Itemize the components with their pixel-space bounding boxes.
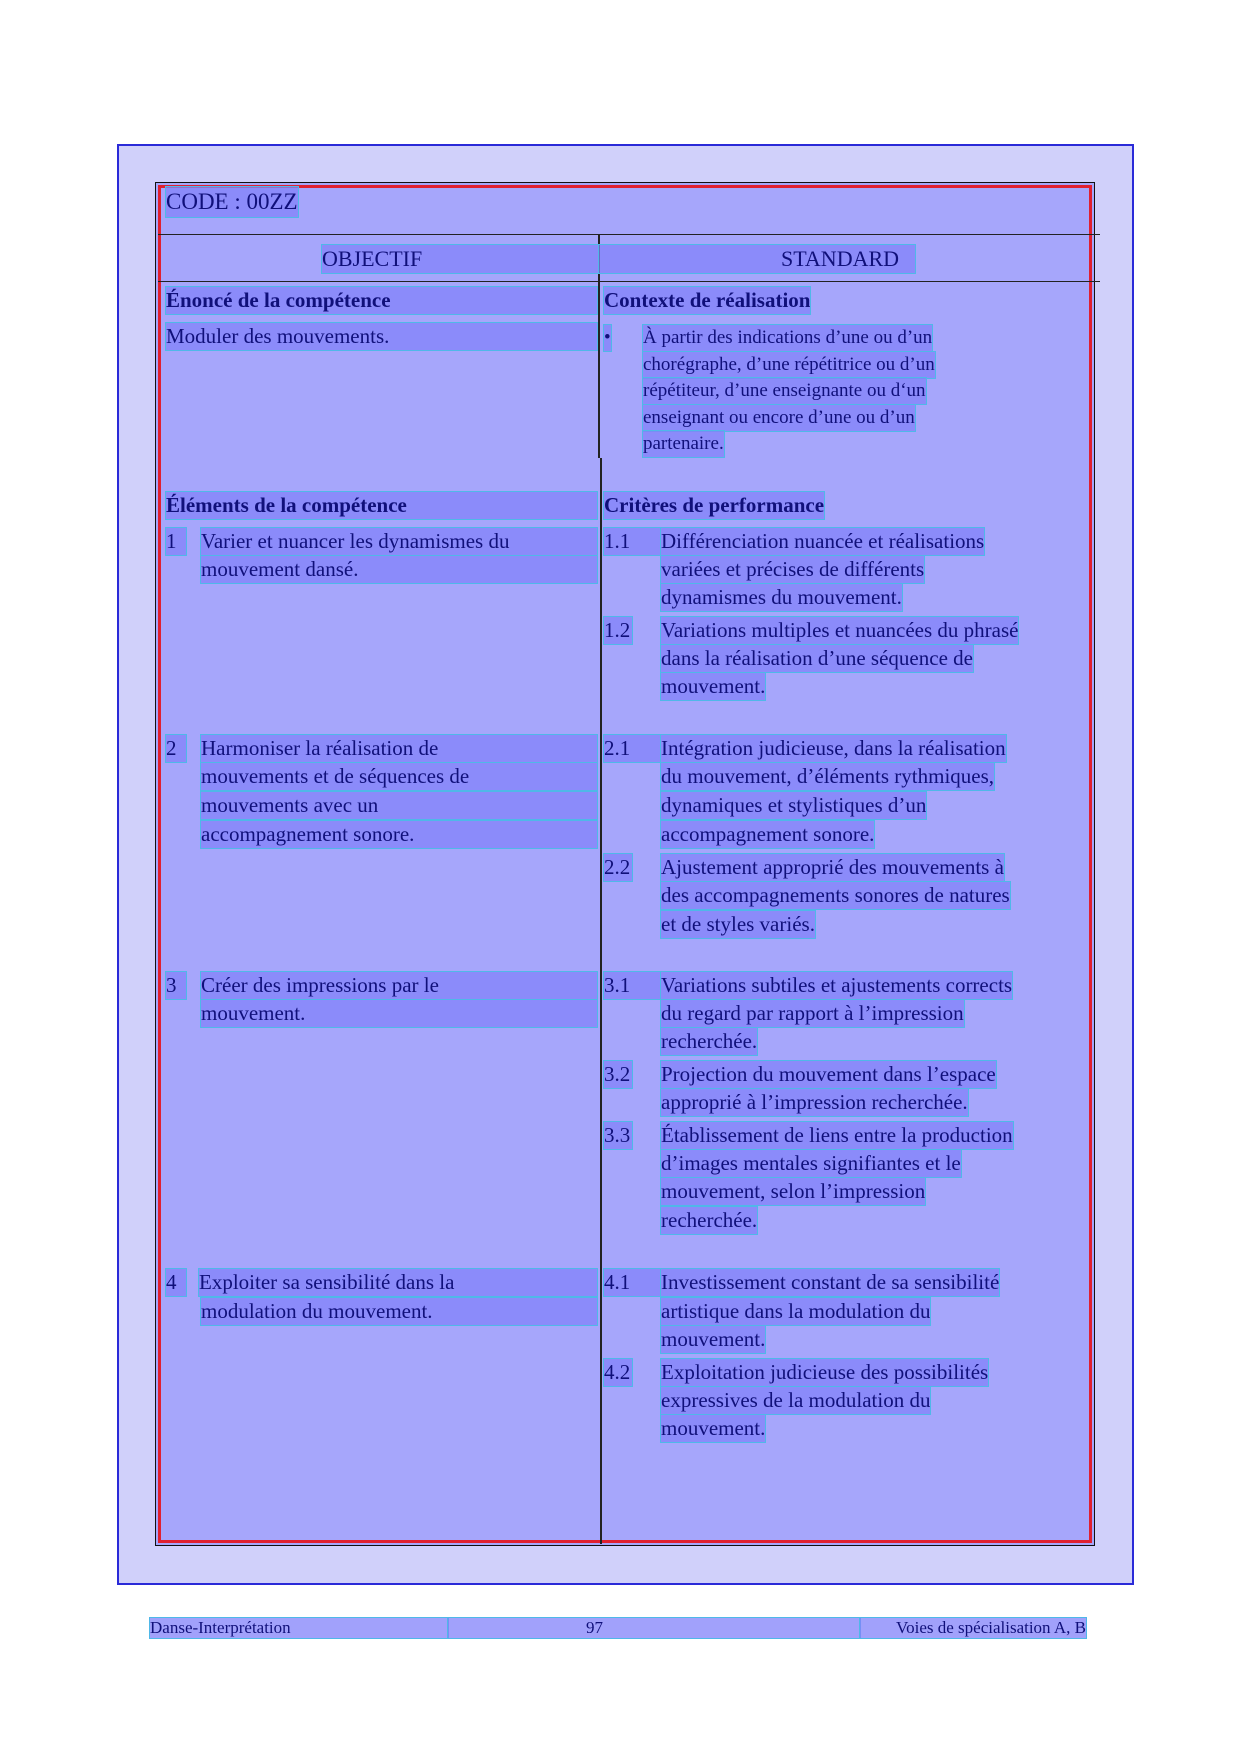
element-number: 2 <box>166 735 186 762</box>
critere-line: Différenciation nuancée et réalisations <box>661 529 985 553</box>
critere-line: dynamiques et stylistiques d’un <box>661 793 927 817</box>
critere-line: du mouvement, d’éléments rythmiques, <box>661 764 995 788</box>
critere-number: 4.2 <box>604 1360 631 1384</box>
criteres-title: Critères de performance <box>604 493 825 517</box>
element-line: Exploiter sa sensibilité dans la <box>199 1269 597 1296</box>
element-number: 1 <box>166 528 186 555</box>
element-line: modulation du mouvement. <box>201 1298 597 1325</box>
critere-line: dans la réalisation d’une séquence de <box>661 646 973 670</box>
critere-line: variées et précises de différents <box>661 557 925 581</box>
critere-line: Variations subtiles et ajustements corrects <box>661 973 1013 997</box>
critere-number: 1.2 <box>604 618 631 642</box>
element-line: accompagnement sonore. <box>201 821 597 848</box>
critere-line: Établissement de liens entre la production <box>661 1123 1013 1147</box>
critere-number: 3.3 <box>604 1123 631 1147</box>
header-objectif: OBJECTIF <box>322 245 598 273</box>
critere-line: recherchée. <box>661 1208 758 1232</box>
column-divider-bottom <box>600 458 602 1544</box>
critere-line: mouvement. <box>661 1327 766 1351</box>
header-divider <box>158 281 1100 282</box>
element-line: mouvements et de séquences de <box>201 763 597 790</box>
critere-line: dynamismes du mouvement. <box>661 585 902 609</box>
critere-line: Variations multiples et nuancées du phrasé <box>661 618 1019 642</box>
element-line: mouvements avec un <box>201 792 597 819</box>
contexte-line: enseignant ou encore d’une ou d’un <box>643 405 915 431</box>
contexte-line: chorégraphe, d’une répétitrice ou d’un <box>643 352 935 378</box>
element-number: 4 <box>166 1269 186 1296</box>
critere-line: approprié à l’impression recherchée. <box>661 1090 968 1114</box>
critere-line: Projection du mouvement dans l’espace <box>661 1062 996 1086</box>
code-label: CODE : 00ZZ <box>166 187 298 217</box>
contexte-bullet: • <box>604 325 611 351</box>
enonce-text: Moduler des mouvements. <box>166 323 597 350</box>
critere-line: Exploitation judicieuse des possibilités <box>661 1360 989 1384</box>
critere-number: 1.1 <box>604 528 660 555</box>
critere-line: du regard par rapport à l’impression <box>661 1001 964 1025</box>
element-line: mouvement dansé. <box>201 556 597 583</box>
enonce-title: Énoncé de la compétence <box>166 287 597 314</box>
critere-number: 2.2 <box>604 855 631 879</box>
critere-number: 4.1 <box>604 1269 660 1296</box>
critere-line: Ajustement approprié des mouvements à <box>661 855 1004 879</box>
element-number: 3 <box>166 972 186 999</box>
critere-line: mouvement, selon l’impression <box>661 1179 926 1203</box>
critere-line: recherchée. <box>661 1029 758 1053</box>
elements-title: Éléments de la compétence <box>166 492 597 519</box>
critere-line: et de styles variés. <box>661 912 815 936</box>
header-standard: STANDARD <box>599 245 915 273</box>
footer-left: Danse-Interprétation <box>150 1618 448 1638</box>
critere-number: 3.2 <box>604 1062 631 1086</box>
element-line: Harmoniser la réalisation de <box>201 735 597 762</box>
critere-line: accompagnement sonore. <box>661 822 875 846</box>
critere-line: Investissement constant de sa sensibilité <box>661 1270 1000 1294</box>
critere-line: artistique dans la modulation du <box>661 1299 931 1323</box>
footer-page-number: 97 <box>448 1618 860 1638</box>
critere-number: 2.1 <box>604 735 660 762</box>
element-line: Varier et nuancer les dynamismes du <box>201 528 597 555</box>
critere-line: expressives de la modulation du <box>661 1388 931 1412</box>
element-line: Créer des impressions par le <box>201 972 597 999</box>
critere-line: des accompagnements sonores de natures <box>661 883 1010 907</box>
footer-right: Voies de spécialisation A, B <box>860 1618 1086 1638</box>
element-line: mouvement. <box>201 1000 597 1027</box>
critere-line: mouvement. <box>661 1416 766 1440</box>
contexte-line: répétiteur, d’une enseignante ou d‘un <box>643 378 926 404</box>
contexte-line: partenaire. <box>643 431 724 457</box>
critere-line: d’images mentales signifiantes et le <box>661 1151 961 1175</box>
critere-number: 3.1 <box>604 972 660 999</box>
code-divider <box>158 234 1100 235</box>
critere-line: Intégration judicieuse, dans la réalisation <box>661 736 1006 760</box>
critere-line: mouvement. <box>661 674 766 698</box>
contexte-line: À partir des indications d’une ou d’un <box>643 325 932 351</box>
contexte-title: Contexte de réalisation <box>604 288 811 312</box>
